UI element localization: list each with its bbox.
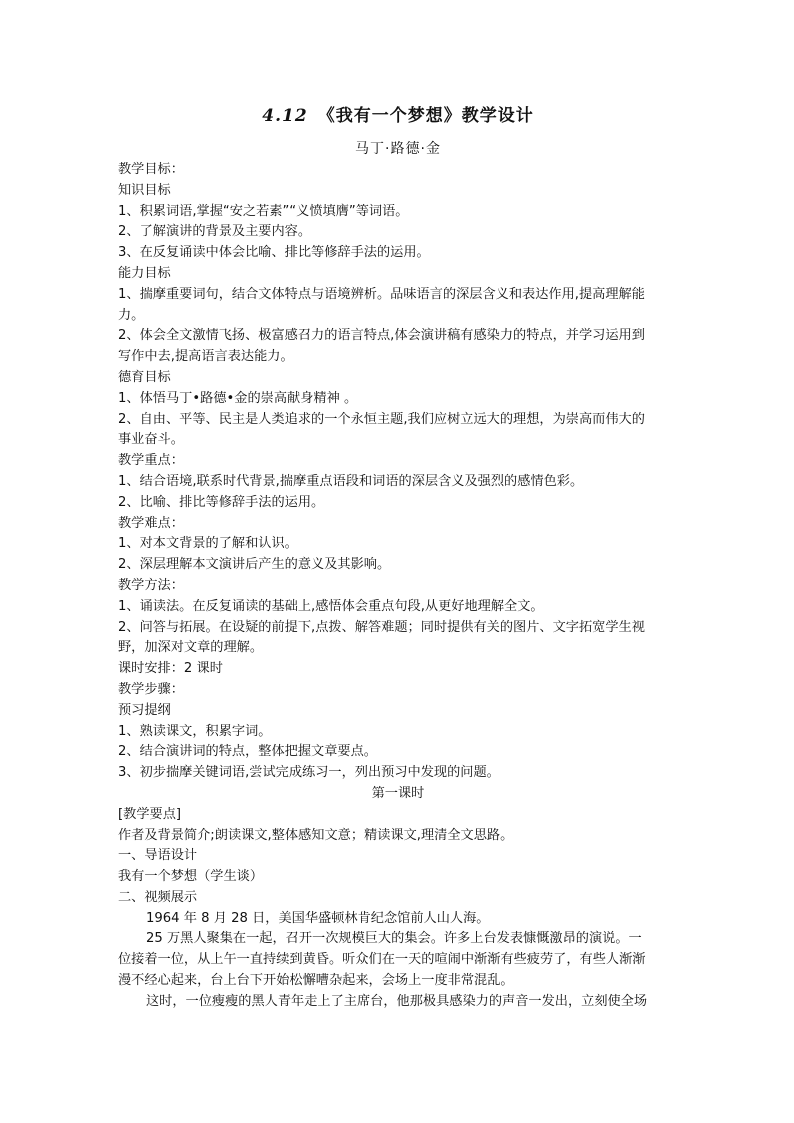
method-1: 1、诵读法。在反复诵读的基础上,感悟体会重点句段,从更好地理解全文。 <box>118 598 544 614</box>
knowledge-goal-1: 1、积累词语,掌握“安之若素”“义愤填膺”等词语。 <box>118 203 409 219</box>
heading-key-points: 教学重点： <box>118 453 184 469</box>
heading-video-display: 二、视频展示 <box>118 889 198 905</box>
ability-goal-2-cont: 写作中去,提高语言表达能力。 <box>118 349 294 365</box>
key-point-1: 1、结合语境,联系时代背景,揣摩重点语段和词语的深层含义及强烈的感情色彩。 <box>118 473 584 489</box>
lesson-points-text: 作者及背景简介;朗读课文,整体感知文意；精读课文,理清全文思路。 <box>118 827 514 843</box>
heading-teaching-goals: 教学目标： <box>118 162 184 177</box>
story-paragraph-2-cont-a: 位接着一位，从上午一直持续到黄昏。听众们在一天的喧闹中渐渐有些疲劳了，有些人渐渐 <box>118 952 646 968</box>
story-paragraph-1: 1964 年 8 月 28 日，美国华盛顿林肯纪念馆前人山人海。 <box>146 910 490 926</box>
moral-goal-1: 1、体悟马丁•路德•金的崇高献身精神 。 <box>118 390 358 406</box>
heading-knowledge-goals: 知识目标 <box>118 182 171 198</box>
document-title <box>118 101 678 126</box>
heading-ability-goals: 能力目标 <box>118 265 171 281</box>
preview-item-1: 1、熟读课文，积累字词。 <box>118 723 272 739</box>
author-name: 马丁·路德·金 <box>355 141 441 157</box>
story-paragraph-3: 这时，一位瘦瘦的黑人青年走上了主席台，他那极具感染力的声音一发出，立刻使全场 <box>146 993 648 1009</box>
difficulty-1: 1、对本文背景的了解和认识。 <box>118 536 298 552</box>
knowledge-goal-2: 2、了解演讲的背景及主要内容。 <box>118 224 312 240</box>
intro-design-text: 我有一个梦想（学生谈） <box>118 869 264 885</box>
story-paragraph-2-cont-b: 漫不经心起来，台上台下开始松懈嘈杂起来，会场上一度非常混乱。 <box>118 973 514 989</box>
moral-goal-2: 2、自由、平等、民主是人类追求的一个永恒主题,我们应树立远大的理想，为崇高而伟大的 <box>118 411 645 427</box>
moral-goal-2-cont: 事业奋斗。 <box>118 432 184 448</box>
heading-difficulties: 教学难点： <box>118 515 184 531</box>
heading-moral-goals: 德育目标 <box>118 369 171 385</box>
heading-lesson-points: [教学要点] <box>118 806 182 822</box>
ability-goal-1-cont: 力。 <box>118 307 145 323</box>
heading-methods: 教学方法： <box>118 577 184 593</box>
method-2-cont: 野，加深对文章的理解。 <box>118 640 264 656</box>
title-number: 4.12 <box>262 106 308 126</box>
preview-item-2: 2、结合演讲词的特点，整体把握文章要点。 <box>118 744 377 760</box>
difficulty-2: 2、深层理解本文演讲后产生的意义及其影响。 <box>118 557 391 573</box>
method-2: 2、问答与拓展。在设疑的前提下,点拨、解答难题；同时提供有关的图片、文字拓宽学生视 <box>118 619 645 635</box>
class-hours: 课时安排：2 课时 <box>118 661 223 677</box>
heading-intro-design: 一、导语设计 <box>118 848 198 864</box>
key-point-2: 2、比喻、排比等修辞手法的运用。 <box>118 494 325 510</box>
heading-first-lesson: 第一课时 <box>371 785 425 801</box>
title-text: 《我有一个梦想》教学设计 <box>317 106 534 126</box>
ability-goal-2: 2、体会全文激情飞扬、极富感召力的语言特点,体会演讲稿有感染力的特点，并学习运用到 <box>118 328 645 344</box>
heading-steps: 教学步骤： <box>118 681 184 697</box>
knowledge-goal-3: 3、在反复诵读中体会比喻、排比等修辞手法的运用。 <box>118 245 430 261</box>
heading-preview-outline: 预习提纲 <box>118 702 171 718</box>
ability-goal-1: 1、揣摩重要词句，结合文体特点与语境辨析。品味语言的深层含义和表达作用,提高理解能 <box>118 286 645 302</box>
document-body <box>118 160 678 1013</box>
preview-item-3: 3、初步揣摩关键词语,尝试完成练习一，列出预习中发现的问题。 <box>118 765 500 781</box>
story-paragraph-2: 25 万黑人聚集在一起，召开一次规模巨大的集会。许多上台发表慷慨激昂的演说。一 <box>146 931 642 947</box>
